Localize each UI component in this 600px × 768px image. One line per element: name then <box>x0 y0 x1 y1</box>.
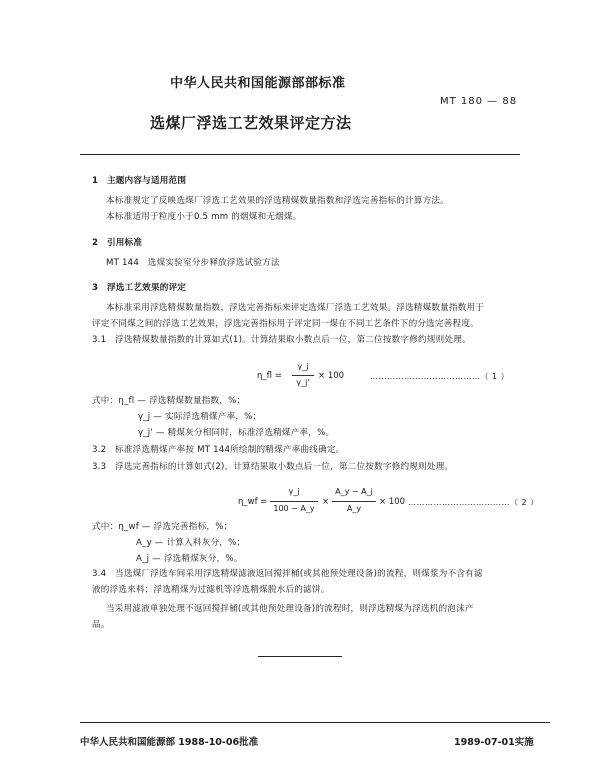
clause-3-4-line-2: 液的浮选来料；浮选精煤为过滤机等浮选精煤脱水后的滤饼。 <box>92 585 330 595</box>
clause-3-2: 3.2 标准浮选精煤产率按 MT 144所绘制的精煤产率曲线确定。 <box>92 445 345 455</box>
clause-3-3: 3.3 浮选完善指标的计算如式(2)，计算结果取小数点后一位，第二位按数字修约规则处理。 <box>92 462 454 472</box>
eq1-numerator: γ_j <box>297 362 309 371</box>
clause-3-1: 3.1 浮选精煤数量指数的计算如式(1)。计算结果取小数点后一位，第二位按数字修约规则处理。 <box>92 335 471 345</box>
footer-rule <box>80 722 550 723</box>
section-1-paragraph-2: 本标准适用于粒度小于0.5 mm 的烟煤和无烟煤。 <box>106 212 302 222</box>
eq2-where-3: A_j — 浮选精煤灰分，%。 <box>136 554 243 564</box>
approval-info: 中华人民共和国能源部 1988-10-06批准 <box>80 737 259 748</box>
eq2-where-1: 式中：η_wf — 浮选完善指标，%； <box>92 522 233 532</box>
header-rule <box>80 154 520 155</box>
eq1-tail: × 100 <box>318 371 345 381</box>
section-1-heading: 1 主题内容与适用范围 <box>92 176 187 186</box>
eq1-where-3: γ_j' — 精煤灰分相同时，标准浮选精煤产率，%。 <box>138 428 335 438</box>
eq1-number: …………………………………（ 1 ） <box>370 372 510 381</box>
section-3-paragraph-1a: 本标准采用浮选精煤数量指数、浮选完善指标来评定选煤厂浮选工艺效果。浮选精煤数量指数用于 <box>106 303 485 313</box>
eq1-where-2: γ_j — 实际浮选精煤产率，%； <box>138 412 262 422</box>
issuer-title: 中华人民共和国能源部部标准 <box>170 76 346 91</box>
eq2-fraction-line-2 <box>332 501 376 502</box>
section-2-reference: MT 144 选煤实验室分步释放浮选试验方法 <box>106 258 280 268</box>
implementation-date: 1989-07-01实施 <box>454 737 534 748</box>
eq2-numerator-2: A_y − A_j <box>335 487 373 496</box>
standard-number: MT 180 — 88 <box>440 96 518 107</box>
eq2-times: × <box>322 497 330 507</box>
section-1-paragraph-1: 本标准规定了反映选煤厂浮选工艺效果的浮选精煤数量指数和浮选完善指标的计算方法。 <box>106 196 449 206</box>
eq1-where-1: 式中：η_fl — 浮选精煤数量指数，%； <box>92 396 246 406</box>
eq1-denominator: γ_j' <box>296 378 310 387</box>
eq2-numerator-1: γ_j <box>288 487 300 496</box>
document-title: 选煤厂浮选工艺效果评定方法 <box>150 114 352 132</box>
clause-3-4-line-3: 当采用滤液单独处理不返回搅拌桶(或其他预处理设备)的流程时，则浮选精煤为浮选机的泡沫产 <box>106 604 474 614</box>
eq2-number: ………………………………（ 2 ） <box>408 498 539 507</box>
eq1-fraction-line <box>292 375 314 376</box>
eq1-lhs: η_fl = <box>257 371 282 381</box>
section-3-paragraph-1b: 评定不同煤之间的浮选工艺效果，浮选完善指标用于评定同一煤在不同工艺条件下的分选完善程度。 <box>92 319 479 329</box>
eq2-lhs: η_wf = <box>238 497 268 507</box>
clause-3-4-line-1: 3.4 当选煤厂浮选车间采用浮选精煤滤液返回搅拌桶(或其他预处理设备)的流程，则煤浆为不含有滤 <box>92 569 483 579</box>
eq2-denominator-2: A_y <box>346 504 362 513</box>
eq2-fraction-line-1 <box>270 501 318 502</box>
end-rule <box>258 656 342 657</box>
eq2-denominator-1: 100 − A_y <box>273 504 315 513</box>
eq2-where-2: A_y — 计算入料灰分，%； <box>136 538 246 548</box>
section-3-heading: 3 浮选工艺效果的评定 <box>92 283 187 293</box>
section-2-heading: 2 引用标准 <box>92 238 143 248</box>
eq2-tail: × 100 <box>379 497 406 507</box>
clause-3-4-line-4: 品。 <box>92 620 110 630</box>
